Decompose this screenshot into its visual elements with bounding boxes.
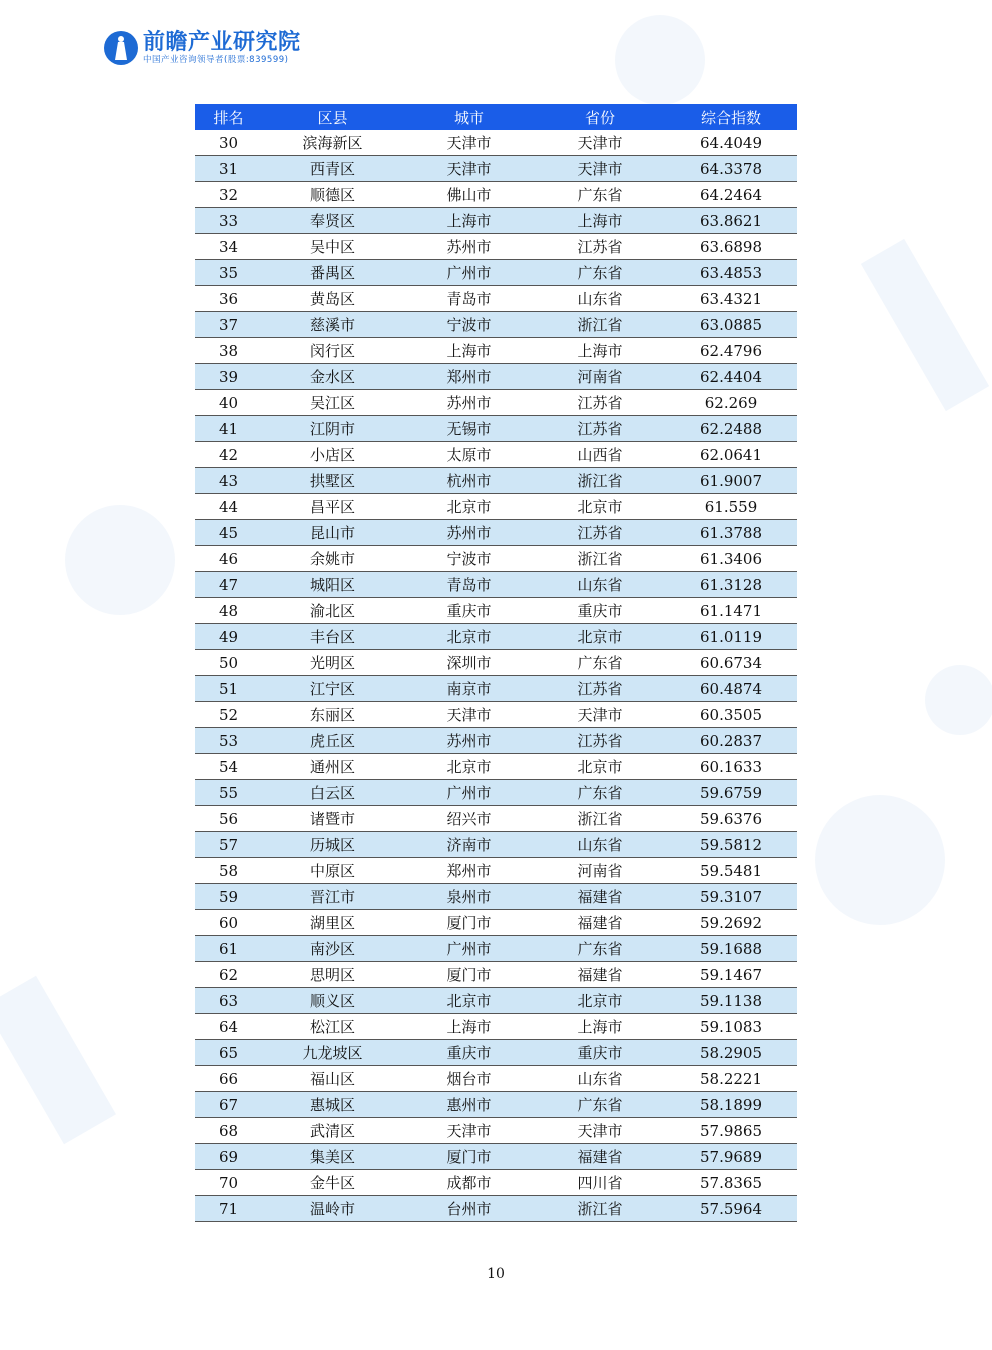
column-header-district: 区县	[262, 104, 403, 130]
table-row	[195, 416, 797, 442]
cell-index: 62.4796	[665, 338, 797, 364]
cell-province: 北京市	[535, 624, 665, 650]
cell-rank: 71	[195, 1196, 262, 1222]
cell-province: 北京市	[535, 988, 665, 1014]
table-row	[195, 234, 797, 260]
table-row	[195, 962, 797, 988]
table-row	[195, 1014, 797, 1040]
cell-city: 广州市	[403, 260, 535, 286]
cell-city: 宁波市	[403, 312, 535, 338]
cell-district: 金水区	[262, 364, 403, 390]
cell-city: 天津市	[403, 1118, 535, 1144]
cell-province: 北京市	[535, 754, 665, 780]
table-row	[195, 1092, 797, 1118]
cell-index: 59.1688	[665, 936, 797, 962]
cell-district: 思明区	[262, 962, 403, 988]
cell-index: 57.8365	[665, 1170, 797, 1196]
table-row	[195, 572, 797, 598]
cell-city: 苏州市	[403, 390, 535, 416]
cell-index: 61.3788	[665, 520, 797, 546]
cell-rank: 44	[195, 494, 262, 520]
cell-district: 顺德区	[262, 182, 403, 208]
cell-rank: 55	[195, 780, 262, 806]
cell-city: 上海市	[403, 1014, 535, 1040]
cell-city: 广州市	[403, 780, 535, 806]
cell-district: 拱墅区	[262, 468, 403, 494]
cell-city: 南京市	[403, 676, 535, 702]
page-number: 10	[487, 1266, 505, 1282]
cell-city: 天津市	[403, 156, 535, 182]
cell-rank: 67	[195, 1092, 262, 1118]
table-row	[195, 494, 797, 520]
table-row	[195, 468, 797, 494]
table-row	[195, 1170, 797, 1196]
cell-city: 广州市	[403, 936, 535, 962]
cell-index: 57.9689	[665, 1144, 797, 1170]
cell-district: 白云区	[262, 780, 403, 806]
cell-rank: 64	[195, 1014, 262, 1040]
cell-province: 重庆市	[535, 598, 665, 624]
cell-index: 61.559	[665, 494, 797, 520]
table-row	[195, 338, 797, 364]
cell-district: 奉贤区	[262, 208, 403, 234]
column-header-city: 城市	[403, 104, 535, 130]
table-row	[195, 754, 797, 780]
cell-district: 昆山市	[262, 520, 403, 546]
table-row	[195, 286, 797, 312]
cell-city: 佛山市	[403, 182, 535, 208]
table-row	[195, 182, 797, 208]
cell-index: 60.3505	[665, 702, 797, 728]
table-row	[195, 442, 797, 468]
brand-name: 前瞻产业研究院	[143, 29, 301, 55]
cell-city: 北京市	[403, 494, 535, 520]
cell-rank: 52	[195, 702, 262, 728]
table-row	[195, 364, 797, 390]
table-row	[195, 936, 797, 962]
cell-district: 西青区	[262, 156, 403, 182]
ranking-table	[195, 104, 797, 1222]
cell-province: 上海市	[535, 1014, 665, 1040]
table-row	[195, 650, 797, 676]
cell-city: 厦门市	[403, 962, 535, 988]
cell-district: 松江区	[262, 1014, 403, 1040]
table-row	[195, 546, 797, 572]
cell-rank: 58	[195, 858, 262, 884]
cell-city: 济南市	[403, 832, 535, 858]
cell-province: 浙江省	[535, 546, 665, 572]
cell-rank: 69	[195, 1144, 262, 1170]
cell-rank: 63	[195, 988, 262, 1014]
cell-rank: 68	[195, 1118, 262, 1144]
cell-index: 57.5964	[665, 1196, 797, 1222]
cell-city: 绍兴市	[403, 806, 535, 832]
cell-district: 昌平区	[262, 494, 403, 520]
cell-district: 东丽区	[262, 702, 403, 728]
cell-index: 60.4874	[665, 676, 797, 702]
cell-index: 58.1899	[665, 1092, 797, 1118]
table-row	[195, 1118, 797, 1144]
cell-province: 山东省	[535, 572, 665, 598]
cell-city: 苏州市	[403, 520, 535, 546]
table-row	[195, 910, 797, 936]
cell-province: 浙江省	[535, 468, 665, 494]
cell-city: 重庆市	[403, 598, 535, 624]
cell-rank: 46	[195, 546, 262, 572]
cell-rank: 37	[195, 312, 262, 338]
cell-rank: 65	[195, 1040, 262, 1066]
cell-city: 北京市	[403, 754, 535, 780]
cell-rank: 57	[195, 832, 262, 858]
cell-city: 厦门市	[403, 910, 535, 936]
table-row	[195, 1144, 797, 1170]
table-row	[195, 1040, 797, 1066]
cell-city: 苏州市	[403, 234, 535, 260]
cell-district: 集美区	[262, 1144, 403, 1170]
cell-district: 通州区	[262, 754, 403, 780]
cell-city: 厦门市	[403, 1144, 535, 1170]
cell-province: 山东省	[535, 832, 665, 858]
cell-index: 59.1138	[665, 988, 797, 1014]
cell-city: 重庆市	[403, 1040, 535, 1066]
cell-index: 59.2692	[665, 910, 797, 936]
column-header-province: 省份	[535, 104, 665, 130]
column-header-index: 综合指数	[665, 104, 797, 130]
cell-rank: 50	[195, 650, 262, 676]
table-row	[195, 624, 797, 650]
column-header-rank: 排名	[195, 104, 262, 130]
cell-district: 虎丘区	[262, 728, 403, 754]
cell-city: 深圳市	[403, 650, 535, 676]
cell-rank: 33	[195, 208, 262, 234]
cell-city: 太原市	[403, 442, 535, 468]
cell-province: 天津市	[535, 130, 665, 156]
cell-rank: 32	[195, 182, 262, 208]
cell-district: 城阳区	[262, 572, 403, 598]
cell-rank: 51	[195, 676, 262, 702]
brand-logo	[103, 30, 301, 66]
cell-city: 青岛市	[403, 286, 535, 312]
cell-province: 福建省	[535, 962, 665, 988]
table-row	[195, 806, 797, 832]
table-row	[195, 1066, 797, 1092]
cell-district: 慈溪市	[262, 312, 403, 338]
cell-district: 福山区	[262, 1066, 403, 1092]
cell-province: 天津市	[535, 156, 665, 182]
cell-rank: 53	[195, 728, 262, 754]
table-row	[195, 728, 797, 754]
cell-rank: 42	[195, 442, 262, 468]
cell-index: 57.9865	[665, 1118, 797, 1144]
table-row	[195, 260, 797, 286]
table-row	[195, 130, 797, 156]
cell-index: 63.6898	[665, 234, 797, 260]
cell-city: 上海市	[403, 208, 535, 234]
cell-district: 中原区	[262, 858, 403, 884]
cell-index: 61.3128	[665, 572, 797, 598]
cell-province: 福建省	[535, 884, 665, 910]
cell-province: 浙江省	[535, 806, 665, 832]
cell-rank: 36	[195, 286, 262, 312]
table-row	[195, 312, 797, 338]
cell-province: 重庆市	[535, 1040, 665, 1066]
cell-district: 南沙区	[262, 936, 403, 962]
table-row	[195, 832, 797, 858]
table-row	[195, 208, 797, 234]
cell-index: 61.0119	[665, 624, 797, 650]
table-row	[195, 390, 797, 416]
cell-index: 59.3107	[665, 884, 797, 910]
cell-province: 天津市	[535, 702, 665, 728]
cell-province: 广东省	[535, 182, 665, 208]
table-body	[195, 130, 797, 1222]
cell-city: 天津市	[403, 130, 535, 156]
table-row	[195, 780, 797, 806]
table-row	[195, 156, 797, 182]
cell-province: 广东省	[535, 650, 665, 676]
cell-rank: 39	[195, 364, 262, 390]
cell-rank: 45	[195, 520, 262, 546]
cell-city: 青岛市	[403, 572, 535, 598]
cell-province: 山东省	[535, 286, 665, 312]
cell-province: 江苏省	[535, 676, 665, 702]
cell-rank: 35	[195, 260, 262, 286]
cell-rank: 59	[195, 884, 262, 910]
cell-rank: 43	[195, 468, 262, 494]
cell-district: 江阴市	[262, 416, 403, 442]
table-row	[195, 676, 797, 702]
cell-city: 天津市	[403, 702, 535, 728]
cell-district: 滨海新区	[262, 130, 403, 156]
cell-city: 宁波市	[403, 546, 535, 572]
cell-city: 惠州市	[403, 1092, 535, 1118]
cell-index: 61.3406	[665, 546, 797, 572]
cell-index: 59.1467	[665, 962, 797, 988]
cell-index: 64.4049	[665, 130, 797, 156]
cell-district: 渝北区	[262, 598, 403, 624]
table-row	[195, 702, 797, 728]
table-row	[195, 884, 797, 910]
cell-province: 河南省	[535, 364, 665, 390]
cell-province: 广东省	[535, 780, 665, 806]
table-row	[195, 598, 797, 624]
cell-province: 江苏省	[535, 520, 665, 546]
cell-city: 泉州市	[403, 884, 535, 910]
cell-province: 上海市	[535, 338, 665, 364]
cell-province: 江苏省	[535, 728, 665, 754]
cell-district: 番禺区	[262, 260, 403, 286]
cell-rank: 48	[195, 598, 262, 624]
cell-district: 历城区	[262, 832, 403, 858]
cell-district: 吴中区	[262, 234, 403, 260]
cell-province: 广东省	[535, 1092, 665, 1118]
cell-province: 江苏省	[535, 416, 665, 442]
table-row	[195, 520, 797, 546]
cell-index: 62.4404	[665, 364, 797, 390]
cell-district: 金牛区	[262, 1170, 403, 1196]
cell-district: 湖里区	[262, 910, 403, 936]
cell-province: 山东省	[535, 1066, 665, 1092]
cell-index: 59.5812	[665, 832, 797, 858]
cell-index: 59.1083	[665, 1014, 797, 1040]
cell-rank: 60	[195, 910, 262, 936]
cell-province: 北京市	[535, 494, 665, 520]
cell-city: 无锡市	[403, 416, 535, 442]
cell-city: 郑州市	[403, 858, 535, 884]
cell-index: 62.0641	[665, 442, 797, 468]
cell-city: 北京市	[403, 624, 535, 650]
cell-district: 丰台区	[262, 624, 403, 650]
cell-city: 苏州市	[403, 728, 535, 754]
cell-district: 光明区	[262, 650, 403, 676]
cell-city: 郑州市	[403, 364, 535, 390]
brand-tagline: 中国产业咨询领导者(股票:839599)	[143, 54, 289, 65]
cell-index: 59.6376	[665, 806, 797, 832]
brand-mark-icon	[103, 30, 139, 66]
cell-rank: 38	[195, 338, 262, 364]
cell-index: 63.4853	[665, 260, 797, 286]
cell-index: 59.5481	[665, 858, 797, 884]
cell-index: 63.0885	[665, 312, 797, 338]
cell-district: 惠城区	[262, 1092, 403, 1118]
cell-district: 晋江市	[262, 884, 403, 910]
cell-city: 成都市	[403, 1170, 535, 1196]
table-row	[195, 1196, 797, 1222]
cell-city: 烟台市	[403, 1066, 535, 1092]
cell-index: 60.1633	[665, 754, 797, 780]
cell-index: 63.8621	[665, 208, 797, 234]
cell-district: 余姚市	[262, 546, 403, 572]
cell-index: 64.2464	[665, 182, 797, 208]
cell-rank: 30	[195, 130, 262, 156]
cell-province: 上海市	[535, 208, 665, 234]
cell-province: 江苏省	[535, 390, 665, 416]
cell-index: 60.6734	[665, 650, 797, 676]
cell-index: 61.9007	[665, 468, 797, 494]
cell-district: 闵行区	[262, 338, 403, 364]
cell-rank: 61	[195, 936, 262, 962]
cell-rank: 56	[195, 806, 262, 832]
cell-rank: 70	[195, 1170, 262, 1196]
cell-district: 顺义区	[262, 988, 403, 1014]
cell-district: 温岭市	[262, 1196, 403, 1222]
cell-rank: 54	[195, 754, 262, 780]
cell-city: 杭州市	[403, 468, 535, 494]
cell-rank: 31	[195, 156, 262, 182]
cell-district: 诸暨市	[262, 806, 403, 832]
cell-index: 62.2488	[665, 416, 797, 442]
cell-index: 59.6759	[665, 780, 797, 806]
cell-index: 63.4321	[665, 286, 797, 312]
cell-rank: 41	[195, 416, 262, 442]
cell-district: 江宁区	[262, 676, 403, 702]
cell-province: 天津市	[535, 1118, 665, 1144]
cell-index: 61.1471	[665, 598, 797, 624]
cell-rank: 49	[195, 624, 262, 650]
cell-rank: 66	[195, 1066, 262, 1092]
cell-rank: 34	[195, 234, 262, 260]
cell-rank: 62	[195, 962, 262, 988]
cell-city: 台州市	[403, 1196, 535, 1222]
cell-province: 浙江省	[535, 312, 665, 338]
cell-index: 62.269	[665, 390, 797, 416]
cell-city: 上海市	[403, 338, 535, 364]
cell-district: 武清区	[262, 1118, 403, 1144]
cell-index: 58.2905	[665, 1040, 797, 1066]
cell-province: 山西省	[535, 442, 665, 468]
cell-province: 四川省	[535, 1170, 665, 1196]
table-row	[195, 858, 797, 884]
cell-province: 河南省	[535, 858, 665, 884]
cell-district: 黄岛区	[262, 286, 403, 312]
table-row	[195, 988, 797, 1014]
cell-index: 64.3378	[665, 156, 797, 182]
cell-district: 小店区	[262, 442, 403, 468]
table-header-row	[195, 104, 797, 130]
cell-city: 北京市	[403, 988, 535, 1014]
cell-district: 九龙坡区	[262, 1040, 403, 1066]
cell-district: 吴江区	[262, 390, 403, 416]
cell-rank: 40	[195, 390, 262, 416]
cell-index: 58.2221	[665, 1066, 797, 1092]
cell-province: 福建省	[535, 1144, 665, 1170]
cell-rank: 47	[195, 572, 262, 598]
cell-index: 60.2837	[665, 728, 797, 754]
cell-province: 广东省	[535, 936, 665, 962]
cell-province: 江苏省	[535, 234, 665, 260]
cell-province: 福建省	[535, 910, 665, 936]
cell-province: 浙江省	[535, 1196, 665, 1222]
cell-province: 广东省	[535, 260, 665, 286]
